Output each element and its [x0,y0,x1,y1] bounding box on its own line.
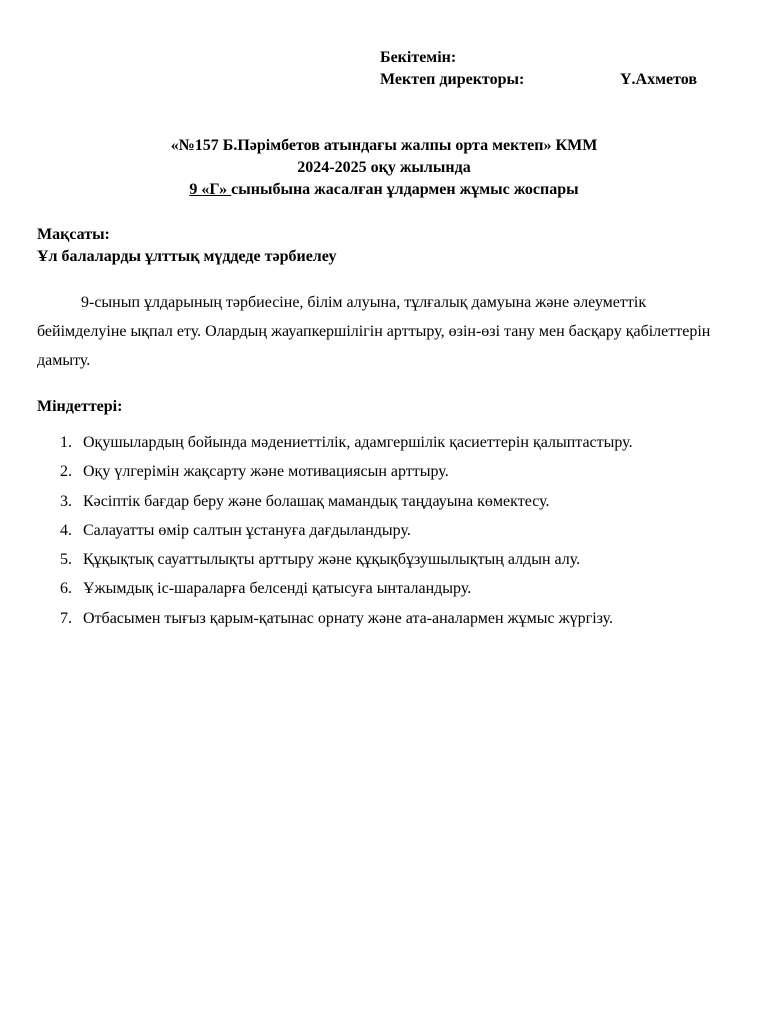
task-text: Оқушылардың бойында мәдениеттілік, адамгершілік қасиеттерін қалыптастыру. [83,434,633,451]
task-item [37,518,633,547]
director-name: Ү.Ахметов [620,71,697,88]
approval-label-row [380,47,697,69]
approval-label: Бекітемін: [380,49,457,66]
task-number: 5. [60,551,72,569]
task-text: Салауатты өмір салтын ұстануға дағдыландыру. [83,521,411,539]
goal-paragraph: 9-сынып ұлдарының тәрбиесіне, білім алуына, тұлғалық дамуына және әлеуметтік бейімделуіне ықпал ету. Олардың жауапкершілігін арттыру, өзін-өзі тану мен басқару қабілеттерін дамыту. [37,294,711,369]
task-item [37,489,633,518]
tasks-list [37,430,633,635]
document-header [0,135,768,201]
class-label: 9 «Г» [189,181,232,198]
task-item [37,547,633,576]
task-number: 2. [60,463,72,481]
task-number: 3. [60,492,72,510]
task-text: Ұжымдық іс-шараларға белсенді қатысуға ынталандыру. [83,580,472,598]
task-item [37,459,633,488]
goal-heading: Мақсаты: [37,226,110,243]
goal-title: Ұл балаларды ұлттық мүддеде тәрбиелеу [37,248,337,265]
school-name: «№157 Б.Пәрімбетов атындағы жалпы орта мектеп» КММ [170,137,598,154]
task-number: 7. [60,609,72,627]
task-number: 4. [60,521,72,539]
task-item [37,430,633,459]
academic-year: 2024-2025 оқу жылында [297,159,471,176]
task-number: 1. [60,434,72,451]
plan-title-line [0,179,768,201]
task-text: Отбасымен тығыз қарым-қатынас орнату және ата-аналармен жұмыс жүргізу. [83,609,614,627]
task-text: Құқықтық сауаттылықты арттыру және құқықбұзушылықтың алдын алу. [83,551,581,569]
plan-title: сыныбына жасалған ұлдармен жұмыс жоспары [231,181,579,198]
task-number: 6. [60,580,72,598]
approval-signature-row [380,69,697,91]
approval-block [380,47,697,91]
task-text: Кәсіптік бағдар беру және болашақ мамандық таңдауына көмектесу. [83,492,550,510]
task-text: Оқу үлгерімін жақсарту және мотивациясын арттыру. [83,463,449,481]
director-role: Мектеп директоры: [380,71,525,88]
tasks-heading: Міндеттері: [37,398,123,415]
task-item [37,606,633,635]
task-item [37,576,633,605]
